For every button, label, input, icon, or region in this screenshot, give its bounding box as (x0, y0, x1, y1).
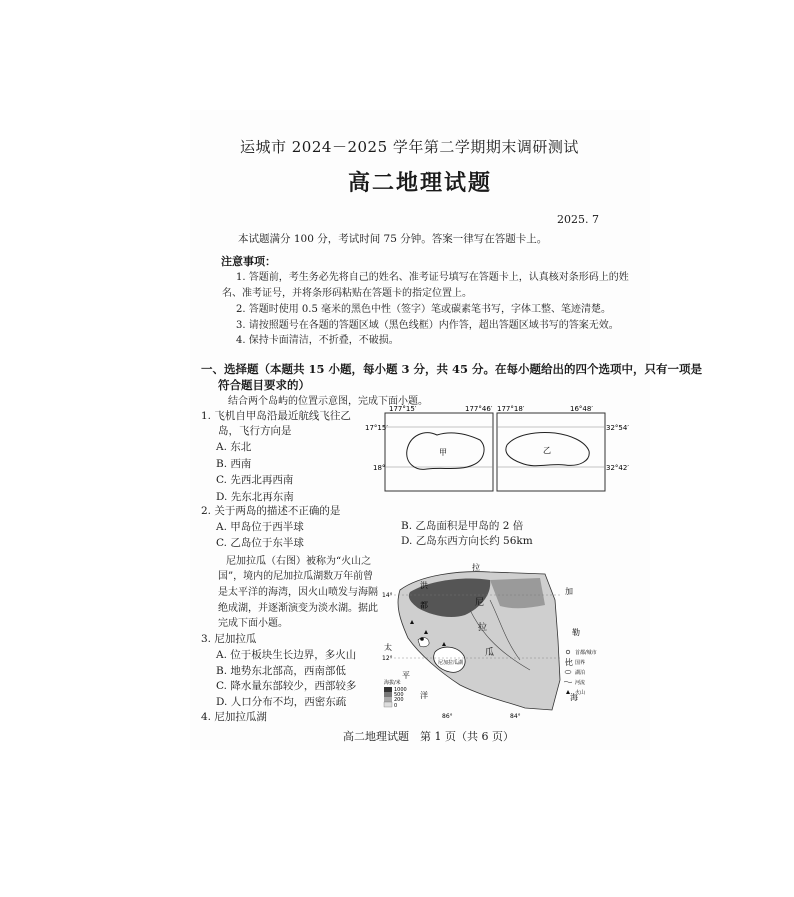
nicaragua-map (380, 560, 615, 720)
exam-title: 运城市 2024－2025 学年第二学期期末调研测试 (240, 138, 579, 156)
notice-item-2: 2. 答题时使用 0.5 毫米的黑色中性（签字）笔或碳素笔书写，字体工整、笔迹清楚。 (236, 304, 611, 315)
exam-date: 2025. 7 (557, 213, 599, 226)
lake-label: 尼加拉瓜湖 (438, 660, 464, 666)
label-jia: 甲 (439, 448, 447, 457)
q1-stem: 1. 飞机自甲岛沿最近航线飞往乙 (201, 410, 351, 422)
elev-label: 500 (394, 692, 404, 698)
elevation-legend (384, 679, 407, 709)
notice-item-1: 1. 答题前，考生务必先将自己的姓名、准考证号填写在答题卡上，认真核对条形码上的姓 (236, 272, 629, 283)
question-lead: 结合两个岛屿的位置示意图，完成下面小题。 (228, 396, 428, 407)
page-footer: 高二地理试题 第 1 页（共 6 页） (343, 730, 514, 743)
label-yi: 乙 (543, 446, 551, 455)
q2-option-d: D. 乙岛东西方向长约 56km (401, 535, 533, 547)
lat-label: 12° (382, 655, 393, 662)
nicaragua-intro-line: 绝成湖，并逐渐演变为淡水湖。据此 (218, 603, 378, 614)
legend-volcano: 火山 (575, 690, 586, 696)
lat-label: 14° (382, 592, 393, 599)
map-label: 洋 (420, 691, 428, 700)
q1-option-a: A. 东北 (216, 441, 252, 453)
q2-stem: 2. 关于两岛的描述不正确的是 (201, 505, 341, 517)
lon-label: 84° (510, 713, 521, 720)
map-label: 平 (402, 671, 410, 680)
map-label: 尼 (475, 598, 485, 608)
q1-stem-cont: 岛，飞行方向是 (218, 425, 292, 437)
lat-label: 17°15′ (365, 424, 388, 432)
map-label: 太 (384, 643, 392, 652)
q2-option-b: B. 乙岛面积是甲岛的 2 倍 (401, 520, 524, 532)
map-label: 加 (565, 587, 573, 596)
legend-capital: 首都/城市 (575, 650, 597, 656)
lat-label: 18° (373, 464, 386, 472)
nicaragua-intro-line: 完成下面小题。 (218, 618, 288, 629)
q3-option-a: A. 位于板块生长边界，多火山 (216, 649, 357, 661)
elev-label: 1000 (394, 687, 407, 693)
q2-option-c: C. 乙岛位于东半球 (216, 537, 304, 549)
lat-label: 32°42′ (606, 464, 629, 472)
q1-option-c: C. 先西北再西南 (216, 474, 294, 486)
q3-stem: 3. 尼加拉瓜 (201, 633, 257, 645)
map-label: 比 (565, 658, 573, 667)
q3-option-c: C. 降水量东部较少，西部较多 (216, 680, 357, 692)
legend-lake: 湖泊 (575, 670, 586, 676)
section-heading-cont: 符合题目要求的） (218, 378, 310, 392)
q1-option-d: D. 先东北再东南 (216, 491, 294, 503)
map-legend (564, 649, 597, 696)
lon-label: 16°48′ (570, 405, 593, 413)
nicaragua-intro-line: 尼加拉瓜（右图）被称为“火山之 (226, 556, 372, 567)
exam-intro: 本试题满分 100 分，考试时间 75 分钟。答案一律写在答题卡上。 (238, 233, 548, 245)
q3-option-d: D. 人口分布不均，西密东疏 (216, 696, 347, 708)
lon-label: 86° (442, 713, 453, 720)
subject-title: 高二地理试题 (348, 170, 493, 196)
q4-stem: 4. 尼加拉瓜湖 (201, 711, 267, 723)
q3-option-b: B. 地势东北部高，西南部低 (216, 665, 346, 677)
lat-label: 32°54′ (606, 424, 629, 432)
lon-label: 177°46′ (465, 405, 493, 413)
notice-item-4: 4. 保持卡面清洁，不折叠，不破损。 (236, 335, 399, 346)
legend-river: 河流 (575, 680, 586, 686)
notice-heading: 注意事项： (221, 255, 276, 268)
map-label: 拉 (472, 563, 480, 572)
capital-icon (420, 637, 424, 641)
map-label: 海 (570, 693, 578, 702)
map-label: 勒 (572, 628, 580, 637)
q2-option-a: A. 甲岛位于西半球 (216, 521, 304, 533)
map-label: 瓜 (485, 648, 495, 658)
section-heading: 一、选择题（本题共 15 小题，每小题 3 分，共 45 分。在每小题给出的四个选项中，只有一项是 (201, 362, 703, 376)
nicaragua-intro-line: 是太平洋的海湾，因火山喷发与海隔 (218, 587, 378, 598)
nicaragua-intro-line: 国”，境内的尼加拉瓜湖数万年前曾 (218, 571, 374, 582)
elev-label: 0 (394, 703, 398, 709)
map-label: 洪 (420, 581, 428, 590)
elev-title: 海拔/米 (384, 680, 401, 686)
map-label: 拉 (478, 623, 488, 633)
elev-label: 200 (394, 697, 404, 703)
notice-item-3: 3. 请按照题号在各题的答题区域（黑色线框）内作答，超出答题区域书写的答案无效。 (236, 320, 619, 331)
q1-option-b: B. 西南 (216, 458, 252, 470)
island-location-map (365, 405, 630, 495)
lon-label: 177°15′ (389, 405, 417, 413)
lon-label: 177°18′ (497, 405, 525, 413)
notice-item-1-cont: 名、准考证号，并将条形码粘贴在答题卡的指定位置上。 (222, 288, 472, 299)
map-label: 都 (420, 601, 428, 610)
legend-border: 国界 (575, 660, 586, 666)
